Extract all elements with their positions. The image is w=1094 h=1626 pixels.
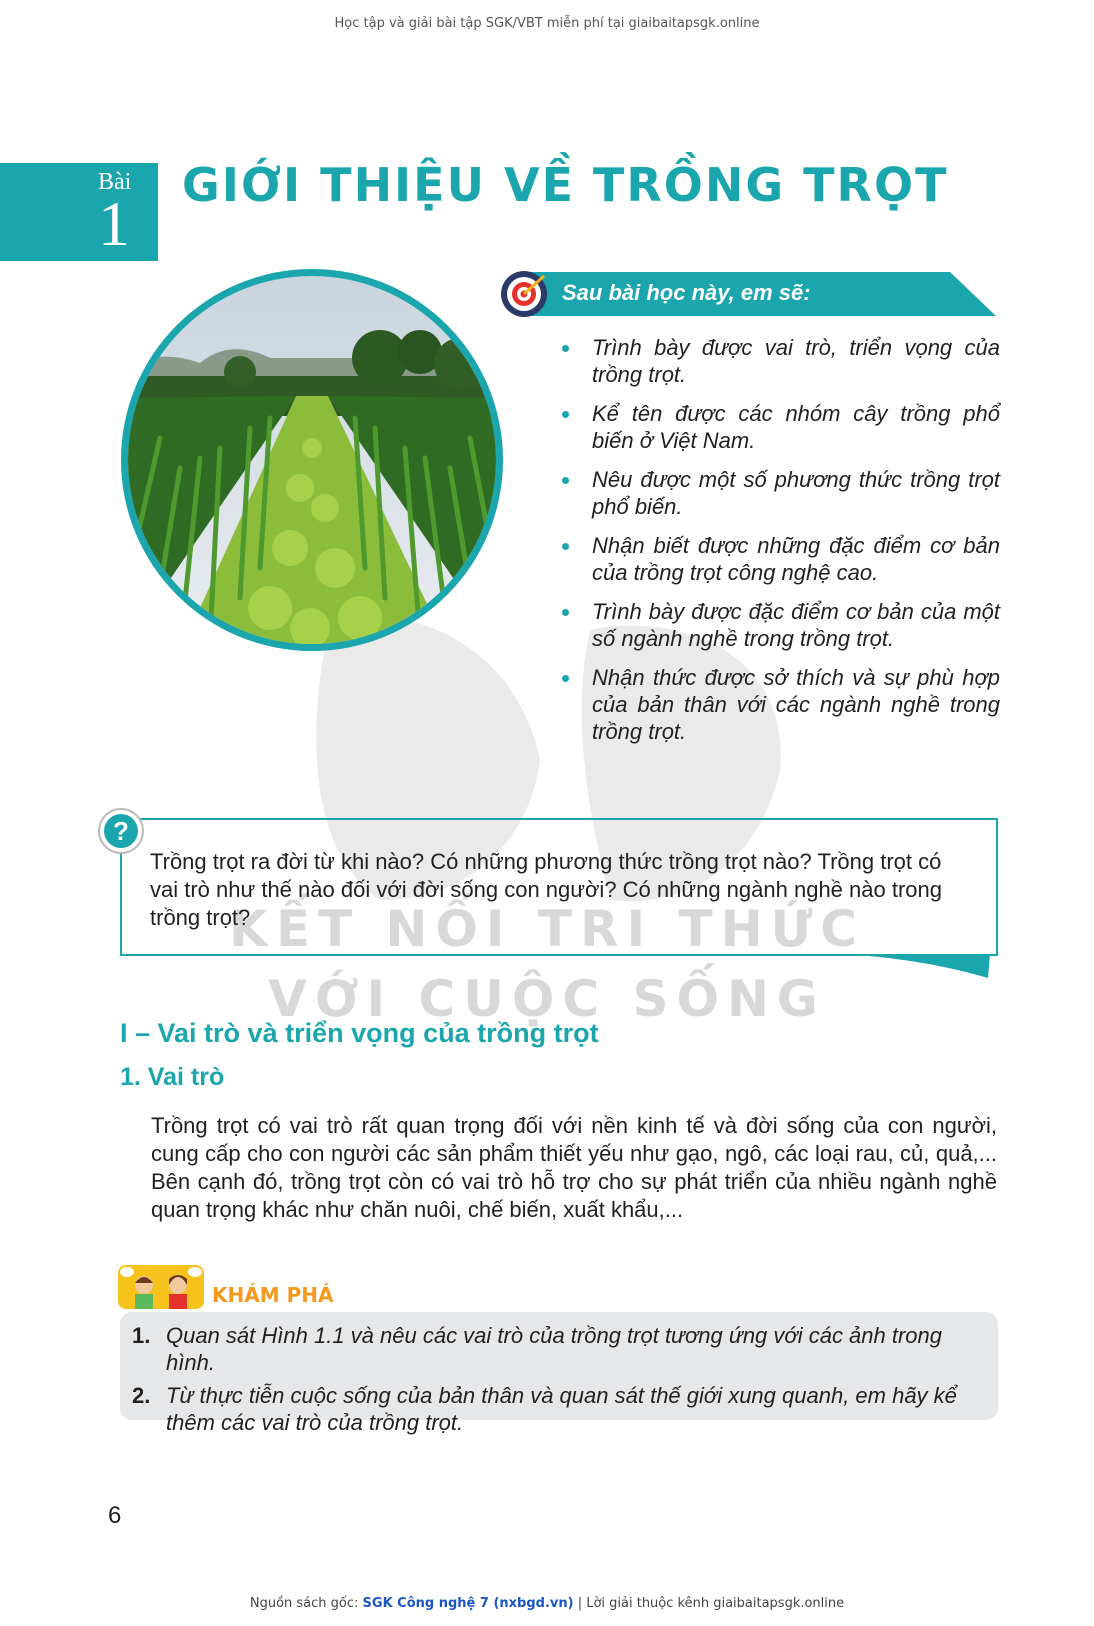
footer bbox=[0, 1596, 1094, 1611]
explore-label: KHÁM PHÁ bbox=[212, 1283, 334, 1307]
question-text: Trồng trọt ra đời từ khi nào? Có những phương thức trồng trọt nào? Trồng trọt có vai trò như thế nào đối với đời sống con người? Có những ngành nghề nào trong trồng trọt? bbox=[150, 849, 942, 930]
explore-item-number: 2. bbox=[132, 1383, 151, 1408]
section-heading: I – Vai trò và triển vọng của trồng trọt bbox=[120, 1018, 599, 1048]
objectives-heading: Sau bài học này, em sẽ: bbox=[562, 280, 811, 305]
lesson-title: GIỚI THIỆU VỀ TRỒNG TRỌT bbox=[182, 158, 949, 212]
objective-item: Nêu được một số phương thức trồng trọt phổ biến. bbox=[560, 466, 1000, 520]
lesson-badge bbox=[0, 163, 158, 261]
subsection-heading: 1. Vai trò bbox=[120, 1063, 225, 1091]
page-number: 6 bbox=[108, 1502, 122, 1529]
target-icon bbox=[500, 270, 548, 318]
lesson-word: Bài bbox=[98, 169, 132, 195]
objective-item: Trình bày được đặc điểm cơ bản của một số ngành nghề trong trồng trọt. bbox=[560, 598, 1000, 652]
lesson-number: 1 bbox=[98, 188, 130, 259]
explore-item-number: 1. bbox=[132, 1323, 151, 1348]
watermark-line1: KẾT NỐI TRI THỨC bbox=[229, 900, 865, 958]
watermark-line2: VỚI CUỘC SỐNG bbox=[268, 970, 826, 1028]
objective-item: Kể tên được các nhóm cây trồng phổ biến ở Việt Nam. bbox=[560, 400, 1000, 454]
objectives-list bbox=[560, 334, 1000, 757]
footer-source-link[interactable]: SGK Công nghệ 7 (nxbgd.vn) bbox=[362, 1596, 574, 1611]
footer-prefix: Nguồn sách gốc: bbox=[249, 1596, 363, 1611]
objective-item: Nhận biết được những đặc điểm cơ bản của trồng trọt công nghệ cao. bbox=[560, 532, 1000, 586]
explore-item bbox=[132, 1382, 982, 1436]
header-note: Học tập và giải bài tập SGK/VBT miễn phí tại giaibaitapsgk.online bbox=[334, 16, 760, 31]
objective-item: Trình bày được vai trò, triển vọng của trồng trọt. bbox=[560, 334, 1000, 388]
crop-field-image bbox=[120, 268, 504, 652]
question-mark-icon bbox=[98, 808, 144, 854]
explore-item-text: Quan sát Hình 1.1 và nêu các vai trò của trồng trọt tương ứng với các ảnh trong hình. bbox=[166, 1323, 943, 1375]
question-box-tail bbox=[840, 954, 990, 980]
explore-kids-icon bbox=[118, 1265, 204, 1309]
question-icon-symbol: ? bbox=[113, 816, 129, 846]
section-paragraph: Trồng trọt có vai trò rất quan trọng đối với nền kinh tế và đời sống của con người, cung cấp cho con người các sản phẩm thiết yếu như gạo, ngô, các loại rau, củ, quả,... Bên cạnh đó, trồng trọt còn có vai trò hỗ trợ cho sự phát triển của nhiều ngành nghề quan trọng khác như chăn nuôi, chế biến, xuất khẩu,... bbox=[151, 1113, 997, 1222]
explore-item-text: Từ thực tiễn cuộc sống của bản thân và quan sát thế giới xung quanh, em hãy kể thêm các vai trò của trồng trọt. bbox=[166, 1383, 957, 1435]
footer-suffix: | Lời giải thuộc kênh giaibaitapsgk.online bbox=[573, 1596, 845, 1611]
explore-list bbox=[132, 1322, 982, 1442]
explore-item bbox=[132, 1322, 982, 1376]
objective-item: Nhận thức được sở thích và sự phù hợp của bản thân với các ngành nghề trong trồng trọt. bbox=[560, 664, 1000, 745]
